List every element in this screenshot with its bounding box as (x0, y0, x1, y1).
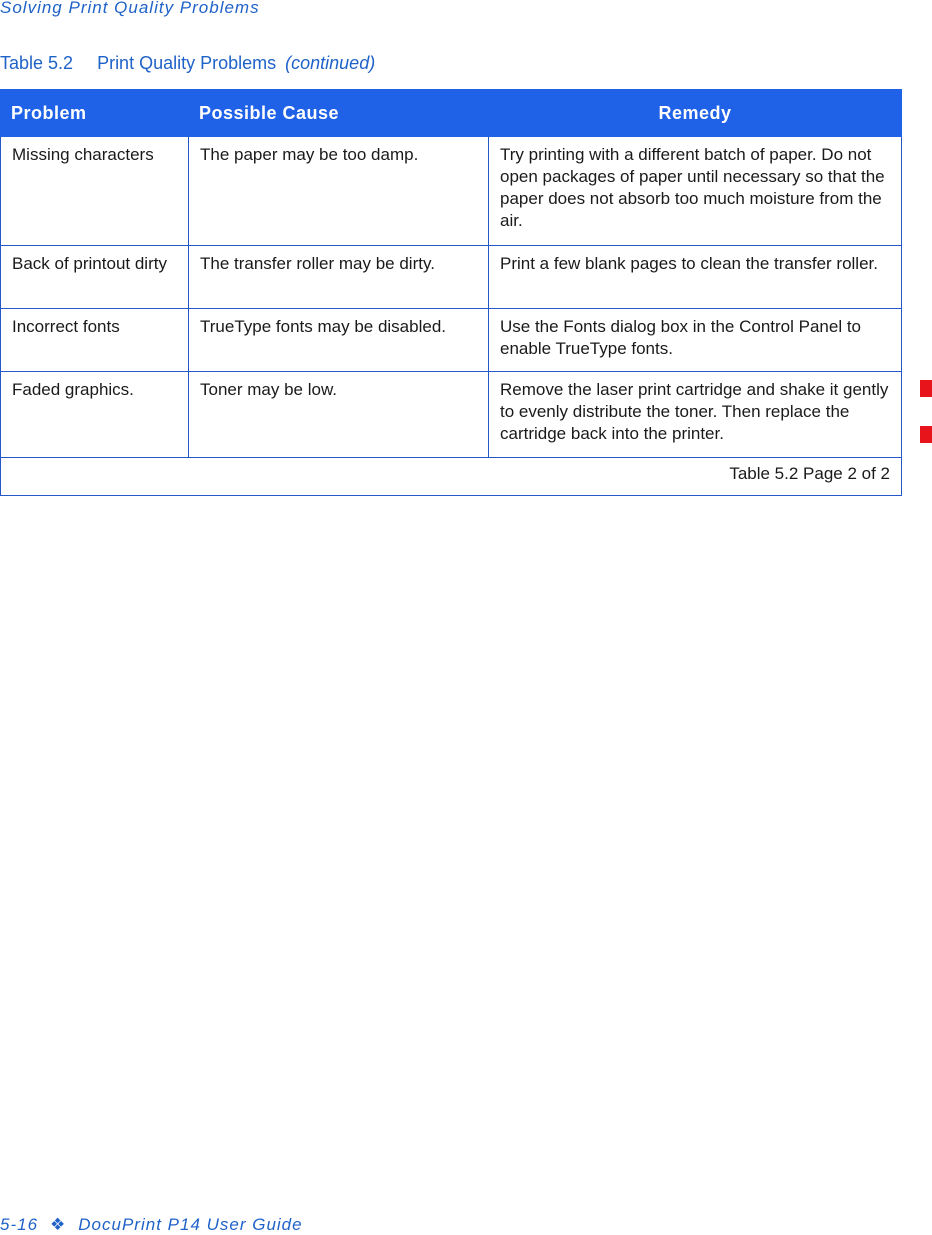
table-caption (0, 53, 375, 74)
header-remedy: Remedy (489, 90, 902, 137)
diamond-separator-icon: ❖ (50, 1215, 67, 1234)
remedy-cell: Print a few blank pages to clean the transfer roller. (489, 246, 902, 309)
table-footer-row (1, 458, 902, 496)
table-row (1, 246, 902, 309)
change-bar-marker (920, 380, 932, 397)
remedy-cell: Try printing with a different batch of paper. Do not open packages of paper until necessary so that the paper does not absorb too much moisture from the air. (489, 137, 902, 246)
cause-cell: Toner may be low. (189, 372, 489, 458)
header-problem: Problem (1, 90, 189, 137)
problem-cell: Faded graphics. (1, 372, 189, 458)
remedy-cell: Use the Fonts dialog box in the Control Panel to enable TrueType fonts. (489, 309, 902, 372)
footer-page-number: 5-16 (0, 1215, 39, 1234)
running-footer (0, 1215, 303, 1235)
cause-cell: TrueType fonts may be disabled. (189, 309, 489, 372)
table-page-indicator: Table 5.2 Page 2 of 2 (1, 458, 902, 496)
problem-cell: Incorrect fonts (1, 309, 189, 372)
print-quality-table (0, 89, 902, 496)
table-caption-title: Print Quality Problems (97, 53, 277, 73)
table-row (1, 137, 902, 246)
cause-cell: The transfer roller may be dirty. (189, 246, 489, 309)
table-row (1, 372, 902, 458)
problem-cell: Back of printout dirty (1, 246, 189, 309)
table-caption-number: Table 5.2 (0, 53, 74, 73)
problem-cell: Missing characters (1, 137, 189, 246)
table-row (1, 309, 902, 372)
change-bar-marker (920, 426, 932, 443)
table-caption-continued: (continued) (285, 53, 376, 73)
remedy-cell: Remove the laser print cartridge and shake it gently to evenly distribute the toner. Then replace the cartridge back into the printer. (489, 372, 902, 458)
running-header: Solving Print Quality Problems (0, 0, 260, 17)
header-possible-cause: Possible Cause (189, 90, 489, 137)
cause-cell: The paper may be too damp. (189, 137, 489, 246)
footer-guide-title: DocuPrint P14 User Guide (78, 1215, 303, 1234)
table-header-row (1, 90, 902, 137)
